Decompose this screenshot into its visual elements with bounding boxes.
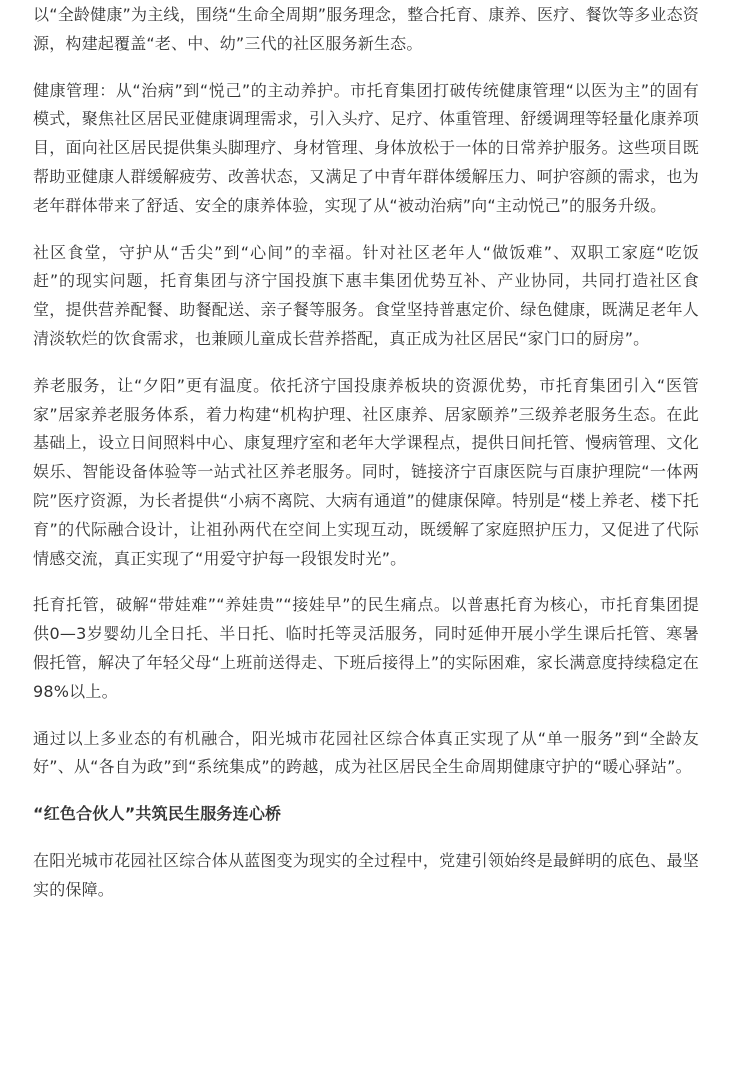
summary-paragraph: 通过以上多业态的有机融合，阳光城市花园社区综合体真正实现了从“单一服务”到“全龄友好”、从“各自为政”到“系统集成”的跨越，成为社区居民全生命周期健康守护的“暖心驿站”。 (33, 728, 699, 777)
paragraph-gap (33, 829, 699, 847)
elderly-care-paragraph: 养老服务，让“夕阳”更有温度。依托济宁国投康养板块的资源优势，市托育集团引入“医管家”居家养老服务体系，着力构建“机构护理、社区康养、居家颐养”三级养老服务生态。在此基础上，设立日间照料中心、康复理疗室和老年大学课程点，提供日间托管、慢病管理、文化娱乐、智能设备体验等一站式社区养老服务。同时，链接济宁百康医院与百康护理院“一体两院”医疗资源，为长者提供“小病不离院、大病有通道”的健康保障。特别是“楼上养老、楼下托育”的代际融合设计，让祖孙两代在空间上实现互动，既缓解了家庭照护压力，又促进了代际情感交流，真正实现了“用爱守护每一段银发时光”。 (33, 375, 699, 568)
section-heading: “红色合伙人”共筑民生服务连心桥 (33, 804, 282, 824)
paragraph-gap (33, 707, 699, 725)
paragraph-gap (33, 354, 699, 372)
paragraph-gap (33, 59, 699, 77)
community-canteen-paragraph: 社区食堂，守护从“舌尖”到“心间”的幸福。针对社区老年人“做饭难”、双职工家庭“吃饭赶”的现实问题，托育集团与济宁国投旗下惠丰集团优势互补、产业协同，共同打造社区食堂，提供营养配餐、助餐配送、亲子餐等服务。食堂坚持普惠定价、绿色健康，既满足老年人清淡软烂的饮食需求，也兼顾儿童成长营养搭配，真正成为社区居民“家门口的厨房”。 (33, 242, 699, 348)
article-body (0, 1, 729, 1066)
intro-paragraph: 以“全龄健康”为主线，围绕“生命全周期”服务理念，整合托育、康养、医疗、餐饮等多业态资源，构建起覆盖“老、中、幼”三代的社区服务新生态。 (33, 5, 699, 53)
paragraph-gap (33, 573, 699, 591)
paragraph-gap (33, 782, 699, 800)
paragraph-gap (33, 221, 699, 239)
health-management-paragraph: 健康管理：从“治病”到“悦己”的主动养护。市托育集团打破传统健康管理“以医为主”的固有模式，聚焦社区居民亚健康调理需求，引入头疗、足疗、体重管理、舒缓调理等轻量化康养项目，面向社区居民提供集头脚理疗、身材管理、身体放松于一体的日常养护服务。这些项目既帮助亚健康人群缓解疲劳、改善状态，又满足了中青年群体缓解压力、呵护容颜的需求，也为老年群体带来了舒适、安全的康养体验，实现了从“被动治病”向“主动悦己”的服务升级。 (33, 80, 699, 215)
final-paragraph: 在阳光城市花园社区综合体从蓝图变为现实的全过程中，党建引领始终是最鲜明的底色、最坚实的保障。 (33, 850, 699, 899)
childcare-paragraph: 托育托管，破解“带娃难”“养娃贵”“接娃早”的民生痛点。以普惠托育为核心，市托育集团提供0—3岁婴幼儿全日托、半日托、临时托等灵活服务，同时延伸开展小学生课后托管、寒暑假托管，解决了年轻父母“上班前送得走、下班后接得上”的实际困难，家长满意度持续稳定在98%以上。 (33, 595, 699, 701)
